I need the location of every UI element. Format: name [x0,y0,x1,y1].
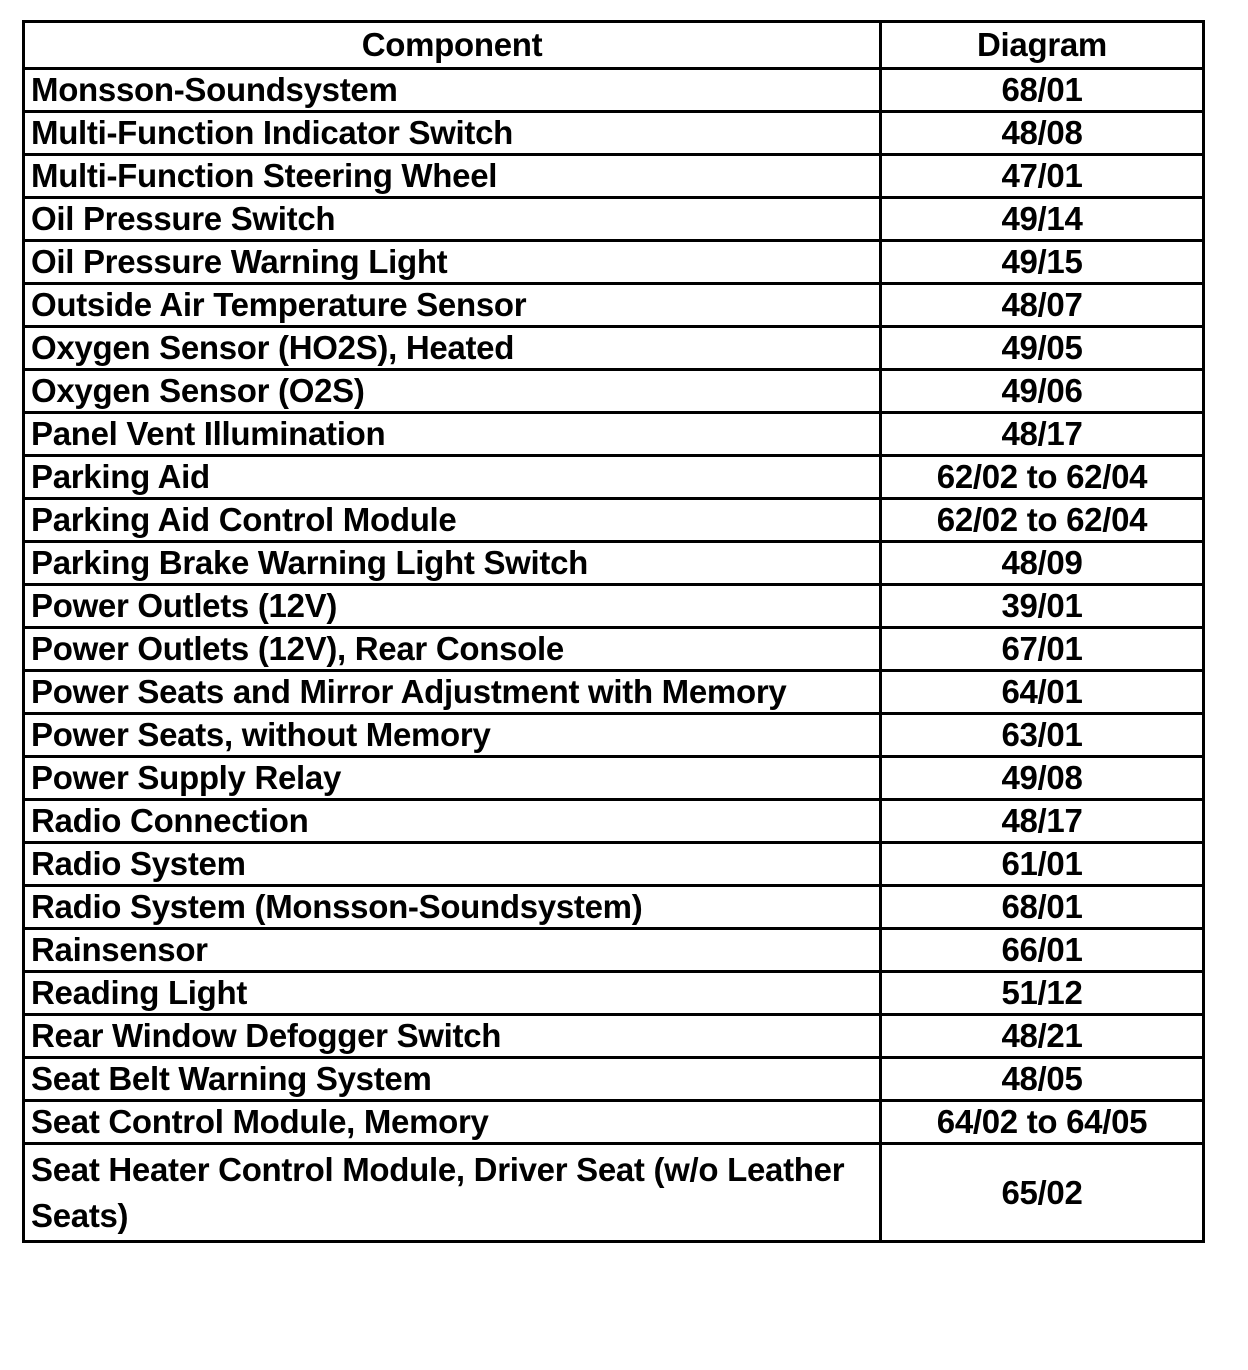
component-cell: Seat Control Module, Memory [24,1101,881,1144]
table-row [24,714,1204,757]
diagram-cell: 62/02 to 62/04 [881,499,1204,542]
table-row [24,198,1204,241]
diagram-cell: 49/06 [881,370,1204,413]
component-cell: Oxygen Sensor (HO2S), Heated [24,327,881,370]
diagram-cell: 67/01 [881,628,1204,671]
table-row [24,1144,1204,1242]
diagram-cell: 48/21 [881,1015,1204,1058]
table-row [24,155,1204,198]
table-row [24,757,1204,800]
table-row [24,671,1204,714]
diagram-cell: 49/15 [881,241,1204,284]
diagram-cell: 48/08 [881,112,1204,155]
table-row [24,628,1204,671]
diagram-cell: 68/01 [881,69,1204,112]
diagram-cell: 62/02 to 62/04 [881,456,1204,499]
component-cell: Outside Air Temperature Sensor [24,284,881,327]
table-row [24,929,1204,972]
diagram-cell: 63/01 [881,714,1204,757]
diagram-cell: 48/09 [881,542,1204,585]
diagram-cell: 39/01 [881,585,1204,628]
diagram-cell: 48/05 [881,1058,1204,1101]
table-row [24,69,1204,112]
table-row [24,370,1204,413]
component-diagram-sheet [22,20,1202,1243]
component-cell: Radio System (Monsson-Soundsystem) [24,886,881,929]
header-component: Component [24,22,881,69]
component-cell: Seat Heater Control Module, Driver Seat (w/o Leather Seats) [24,1144,881,1242]
component-cell: Power Outlets (12V), Rear Console [24,628,881,671]
component-cell: Panel Vent Illumination [24,413,881,456]
component-cell: Oil Pressure Switch [24,198,881,241]
component-cell: Oxygen Sensor (O2S) [24,370,881,413]
diagram-cell: 65/02 [881,1144,1204,1242]
diagram-cell: 48/17 [881,413,1204,456]
component-cell: Power Seats and Mirror Adjustment with Memory [24,671,881,714]
table-row [24,886,1204,929]
table-row [24,413,1204,456]
component-cell: Parking Aid Control Module [24,499,881,542]
diagram-cell: 66/01 [881,929,1204,972]
diagram-cell: 64/02 to 64/05 [881,1101,1204,1144]
component-cell: Power Outlets (12V) [24,585,881,628]
component-cell: Power Seats, without Memory [24,714,881,757]
diagram-cell: 48/17 [881,800,1204,843]
table-row [24,284,1204,327]
component-cell: Multi-Function Steering Wheel [24,155,881,198]
table-row [24,327,1204,370]
table-row [24,843,1204,886]
component-cell: Parking Brake Warning Light Switch [24,542,881,585]
component-cell: Parking Aid [24,456,881,499]
diagram-cell: 48/07 [881,284,1204,327]
table-row [24,1015,1204,1058]
header-row [24,22,1204,69]
component-diagram-table [22,20,1205,1243]
diagram-cell: 49/08 [881,757,1204,800]
table-row [24,972,1204,1015]
header-diagram: Diagram [881,22,1204,69]
table-row [24,456,1204,499]
table-row [24,499,1204,542]
table-row [24,1058,1204,1101]
component-cell: Seat Belt Warning System [24,1058,881,1101]
diagram-cell: 51/12 [881,972,1204,1015]
diagram-cell: 47/01 [881,155,1204,198]
component-cell: Multi-Function Indicator Switch [24,112,881,155]
component-cell: Radio System [24,843,881,886]
table-row [24,585,1204,628]
component-cell: Monsson-Soundsystem [24,69,881,112]
component-cell: Rear Window Defogger Switch [24,1015,881,1058]
diagram-cell: 49/14 [881,198,1204,241]
component-cell: Oil Pressure Warning Light [24,241,881,284]
table-row [24,542,1204,585]
component-cell: Power Supply Relay [24,757,881,800]
component-cell: Rainsensor [24,929,881,972]
table-row [24,1101,1204,1144]
diagram-cell: 68/01 [881,886,1204,929]
component-cell: Radio Connection [24,800,881,843]
diagram-cell: 64/01 [881,671,1204,714]
component-cell: Reading Light [24,972,881,1015]
diagram-cell: 49/05 [881,327,1204,370]
table-row [24,241,1204,284]
table-row [24,800,1204,843]
diagram-cell: 61/01 [881,843,1204,886]
table-row [24,112,1204,155]
